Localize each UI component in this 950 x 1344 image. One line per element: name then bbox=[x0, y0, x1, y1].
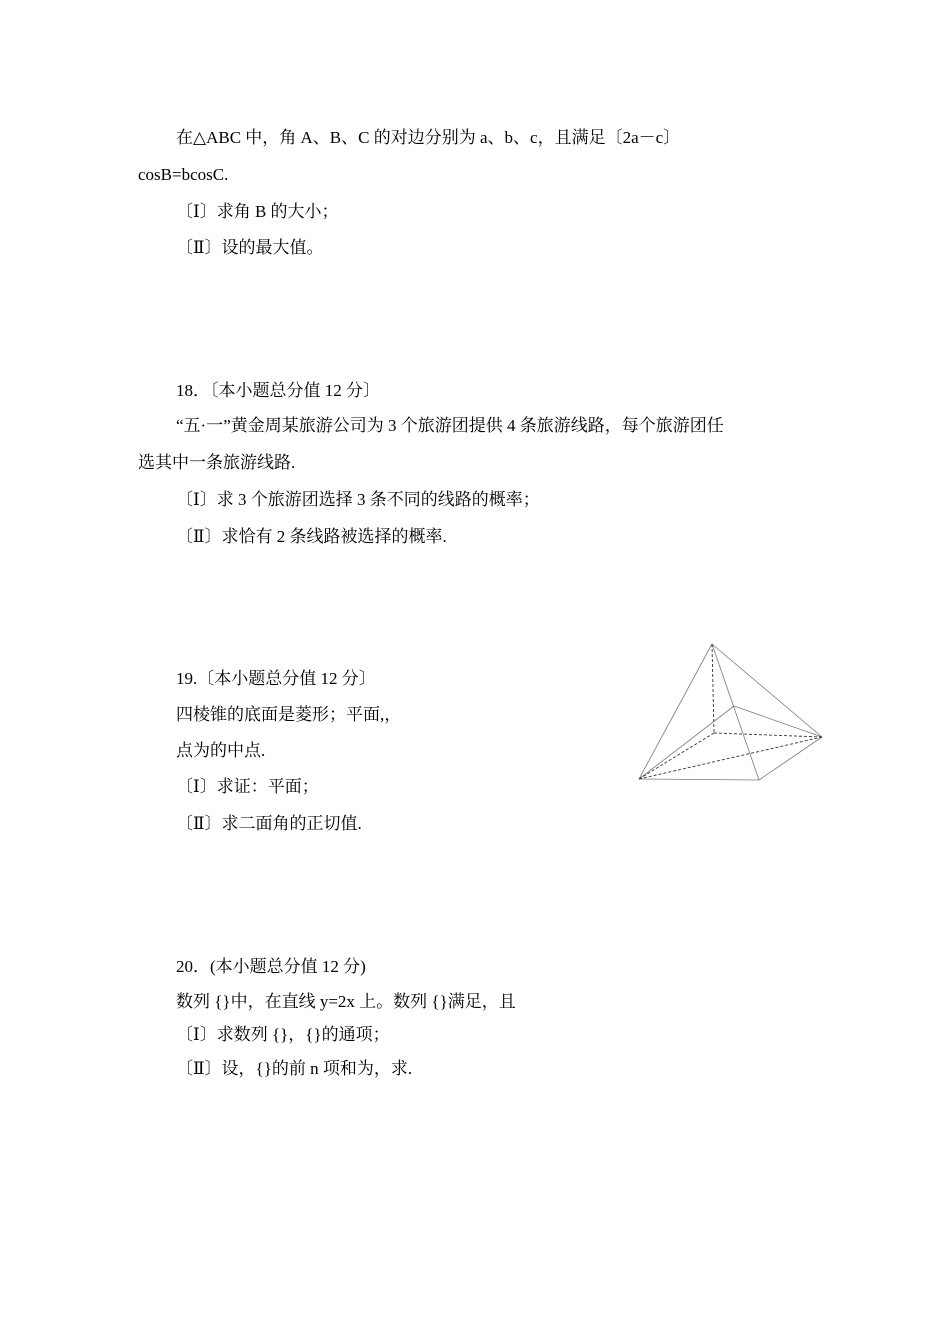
hidden-edge-height bbox=[712, 644, 714, 733]
edge-midpoint-right bbox=[734, 706, 822, 737]
edge-base-front bbox=[639, 779, 759, 780]
q19-stem-line1: 四棱锥的底面是菱形；平面,， bbox=[176, 705, 402, 724]
pyramid-figure bbox=[636, 642, 828, 788]
q18-stem-line2: 选其中一条旅游线路. bbox=[138, 453, 296, 472]
edge-midpoint-left bbox=[639, 706, 734, 779]
q20-stem: 数列 {}中，在直线 y=2x 上。数列 {}满足，且 bbox=[176, 992, 516, 1011]
q18-header: 18．〔本小题总分值 12 分〕 bbox=[176, 381, 380, 400]
q17-intro-line2: cosB=bcosC. bbox=[138, 165, 229, 184]
q18-part2: 〔Ⅱ〕求恰有 2 条线路被选择的概率. bbox=[176, 527, 447, 546]
q17-intro-line1: 在△ABC 中，角 A、B、C 的对边分别为 a、b、c，且满足〔2a－c〕 bbox=[176, 128, 681, 147]
q18-part1: 〔Ⅰ〕求 3 个旅游团选择 3 条不同的线路的概率； bbox=[176, 490, 540, 509]
edge-apex-left bbox=[639, 644, 712, 779]
q18-stem-line1: “五·一”黄金周某旅游公司为 3 个旅游团提供 4 条旅游线路，每个旅游团任 bbox=[176, 416, 724, 435]
hidden-edge-base-left bbox=[639, 733, 714, 779]
q20-part2: 〔Ⅱ〕设，{}的前 n 项和为，求. bbox=[176, 1059, 413, 1078]
hidden-edge-base-back bbox=[714, 733, 822, 737]
q19-part1: 〔Ⅰ〕求证：平面； bbox=[176, 777, 319, 796]
q17-part2: 〔Ⅱ〕设的最大值。 bbox=[176, 238, 324, 257]
q20-header: 20．(本小题总分值 12 分) bbox=[176, 957, 366, 976]
edge-apex-right bbox=[712, 644, 822, 737]
q17-part1: 〔Ⅰ〕求角 B 的大小； bbox=[176, 202, 339, 221]
q19-header: 19.〔本小题总分值 12 分〕 bbox=[176, 669, 376, 688]
q20-part1: 〔Ⅰ〕求数列 {}，{}的通项； bbox=[176, 1025, 390, 1044]
q19-part2: 〔Ⅱ〕求二面角的正切值. bbox=[176, 814, 362, 833]
q19-stem-line2: 点为的中点. bbox=[176, 741, 266, 760]
edge-base-right bbox=[759, 737, 822, 780]
